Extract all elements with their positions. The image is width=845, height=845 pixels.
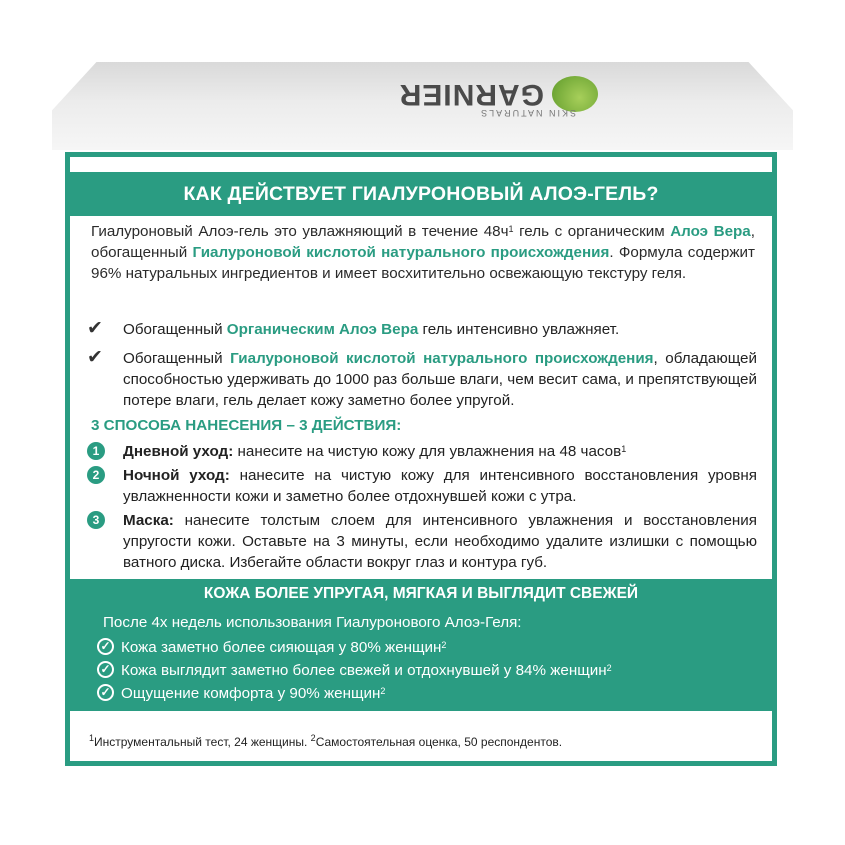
results-list [97,637,737,706]
number-badge: 1 [87,442,105,460]
highlight-hyaluronic: Гиалуроновой кислотой натурального происхождения [192,244,610,261]
intro-paragraph: Гиалуроновый Алоэ-гель это увлажняющий в течение $48ч^1$ гель с органическим Алоэ Вера, обогащенный Гиалуроновой кислотой натурального происхождения. Формула содержит 96% натуральных ингредиентов и имеет восхитительно освежающую текстуру геля. [91,223,755,282]
leaf-icon [552,76,598,112]
info-panel [65,152,777,766]
number-badge: 3 [87,511,105,529]
checkmark-icon: ✔ [87,318,103,339]
method-item: 1 Дневной уход: нанесите на чистую кожу для увлажнения на 48 часов$^1$ [87,441,757,462]
brand-tagline: SKIN NATURALS [479,108,576,118]
checkmark-icon: ✔ [87,347,103,368]
results-title: КОЖА БОЛЕЕ УПРУГАЯ, МЯГКАЯ И ВЫГЛЯДИТ СВЕЖЕЙ [203,585,639,602]
circle-check-icon: ✓ [97,684,114,701]
highlight-aloe: Алоэ Вера [670,223,751,240]
number-badge: 2 [87,466,105,484]
method-list [87,441,757,576]
result-item: ✓ Ощущение комфорта у 90% женщин$^2$ [97,683,737,706]
results-intro: После 4х недель использования Гиалуронового Алоэ-Геля: [103,614,522,631]
brand-name: GARNIER [398,78,544,111]
method-item: 2 Ночной уход: нанесите на чистую кожу для интенсивного восстановления уровня увлажненности кожи и заметно более отдохнувшей кожи с утра. [87,465,757,507]
panel-title: КАК ДЕЙСТВУЕТ ГИАЛУРОНОВЫЙ АЛОЭ-ГЕЛЬ? [70,172,772,216]
benefit-item: ✔ Обогащенный Органическим Алоэ Вера гель интенсивно увлажняет. [87,318,620,339]
brand-logo [268,72,598,116]
circle-check-icon: ✓ [97,661,114,678]
result-item: ✓ Кожа заметно более сияющая у 80% женщин$^2$ [97,637,737,660]
footnote: $^1$Инструментальный тест, 24 женщины. $^2$Самостоятельная оценка, 50 респондентов. [89,733,563,749]
circle-check-icon: ✓ [97,638,114,655]
results-block [70,579,772,711]
result-item: ✓ Кожа выглядит заметно более свежей и отдохнувшей у 84% женщин$^2$ [97,660,737,683]
benefit-list [87,319,757,419]
benefit-item: ✔ Обогащенный Гиалуроновой кислотой натурального происхождения, обладающей способностью удерживать до 1000 раз больше влаги, чем весит сама, и препятствующей потере влаги, гель делает кожу заметно более упругой. [87,347,757,409]
method-item: 3 Маска: нанесите толстым слоем для интенсивного увлажнения и восстановления упругости кожи. Оставьте на 3 минуты, если необходимо удалите излишки с помощью ватного диска. Избегайте области вокруг глаз и контура губ. [87,510,757,573]
methods-title: 3 СПОСОБА НАНЕСЕНИЯ – 3 ДЕЙСТВИЯ: [91,417,402,434]
